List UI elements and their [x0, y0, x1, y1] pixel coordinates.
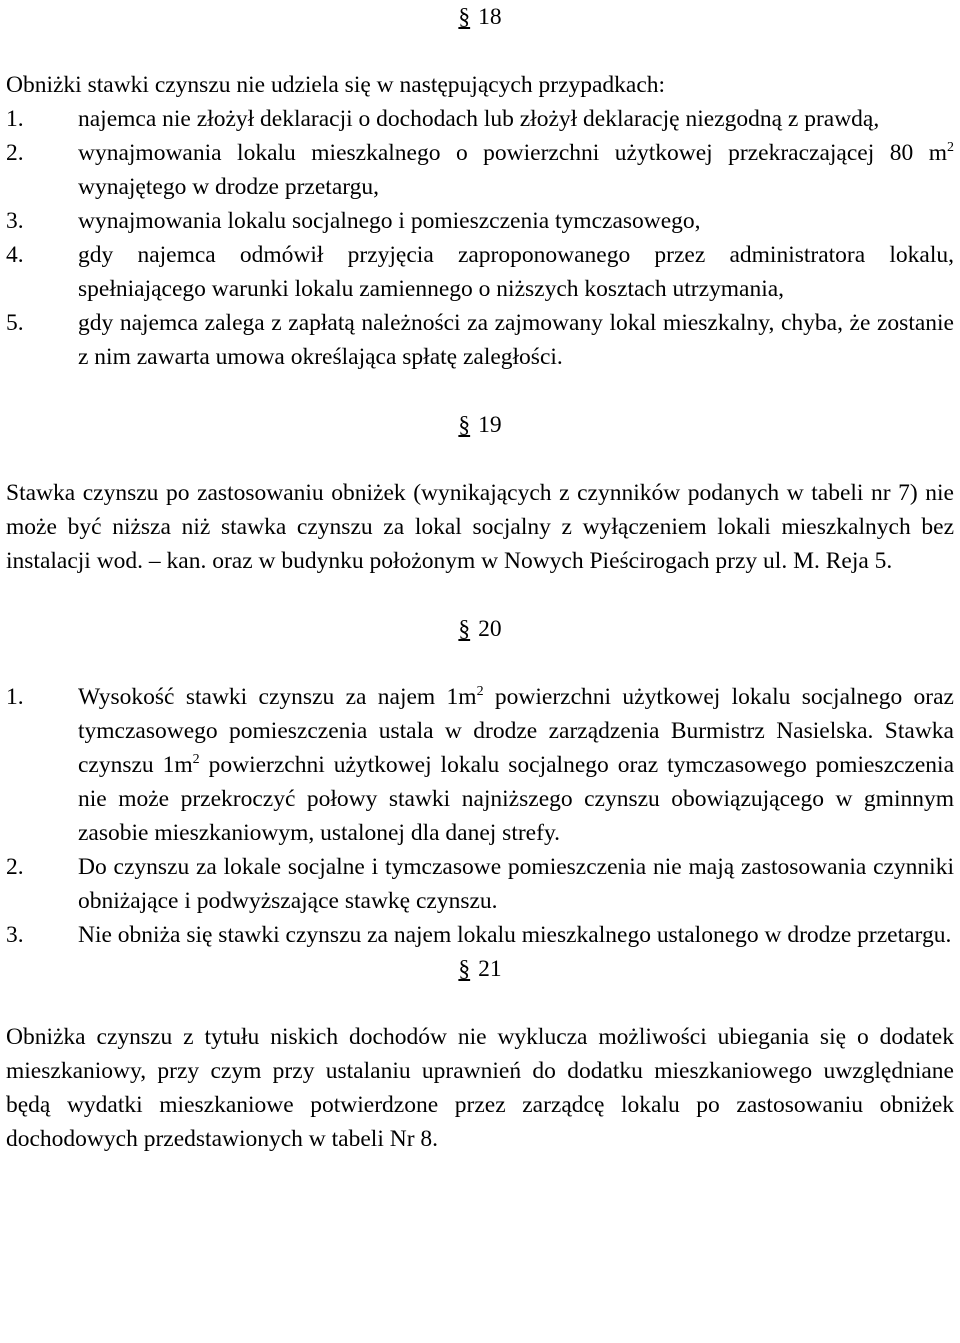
list-item: [6, 850, 954, 918]
list-item: [6, 680, 954, 850]
list-number: 4.: [6, 242, 24, 268]
section-number: 20: [478, 616, 502, 642]
superscript: 2: [192, 752, 200, 767]
section-18-list: [6, 102, 954, 374]
list-text: Nie obniża się stawki czynszu za najem lokalu mieszkalnego ustalonego w drodze przetargu.: [78, 922, 952, 948]
superscript: 2: [476, 684, 484, 699]
superscript: 2: [947, 140, 954, 155]
list-number: 2.: [6, 140, 24, 166]
list-number: 1.: [6, 684, 24, 710]
list-text: [78, 136, 954, 204]
list-text-part: powierzchni użytkowej lokalu socjalnego oraz tymczasowego pomieszczenia nie może przekroczyć połowy stawki najniższego czynszu obowiązującego w gminnym zasobie mieszkaniowym, ustalonej dla danej strefy.: [78, 752, 954, 846]
section-number: 18: [478, 4, 502, 30]
section-18-intro: Obniżki stawki czynszu nie udziela się w następujących przypadkach:: [6, 72, 666, 98]
section-symbol: §: [458, 956, 471, 982]
list-text-part: wynajmowania lokalu mieszkalnego o powierzchni użytkowej przekraczającej 80 m: [78, 140, 947, 166]
section-20-heading: [6, 612, 954, 646]
section-19-text: Stawka czynszu po zastosowaniu obniżek (wynikających z czynników podanych w tabeli nr 7) nie może być niższa niż stawka czynszu za lokal socjalny z wyłączeniem lokali mieszkalnych bez instalacji wod. – kan. oraz w budynku położonym w Nowych Pieścirogach przy ul. M. Reja 5.: [6, 480, 954, 574]
list-text: najemca nie złożył deklaracji o dochodach lub złożył deklarację niezgodną z prawdą,: [78, 106, 880, 132]
section-18-heading: [6, 0, 954, 34]
list-text: Do czynszu za lokale socjalne i tymczasowe pomieszczenia nie mają zastosowania czynniki obniżające i podwyższające stawkę czynszu.: [78, 854, 954, 914]
list-text-part: Wysokość stawki czynszu za najem 1m: [78, 684, 477, 710]
section-20-list: [6, 680, 954, 952]
list-number: 1.: [6, 106, 24, 132]
section-19-heading: [6, 408, 954, 442]
list-number: 3.: [6, 208, 24, 234]
list-item: [6, 918, 954, 952]
list-item: [6, 306, 954, 374]
list-item: [6, 204, 954, 238]
section-21-heading: [6, 952, 954, 986]
list-text: wynajmowania lokalu socjalnego i pomieszczenia tymczasowego,: [78, 208, 701, 234]
list-text-part: wynajętego w drodze przetargu,: [78, 174, 380, 200]
section-21-text: Obniżka czynszu z tytułu niskich dochodów nie wyklucza możliwości ubiegania się o dodatek mieszkaniowy, przy czym przy ustalaniu uprawnień do dodatku mieszkaniowego uwzględniane będą wydatki mieszkaniowe potwierdzone przez zarządcę lokalu po zastosowaniu obniżek dochodowych przedstawionych w tabeli Nr 8.: [6, 1024, 954, 1152]
list-item: [6, 136, 954, 204]
document-page: [6, 0, 954, 1156]
section-symbol: §: [458, 616, 471, 642]
list-item: [6, 238, 954, 306]
section-symbol: §: [458, 412, 471, 438]
section-symbol: §: [458, 4, 471, 30]
list-text: gdy najemca odmówił przyjęcia zaproponowanego przez administratora lokalu, spełniającego warunki lokalu zamiennego o niższych kosztach utrzymania,: [78, 242, 954, 302]
section-number: 19: [478, 412, 502, 438]
section-number: 21: [478, 956, 502, 982]
list-number: 2.: [6, 854, 24, 880]
list-text-part: powierzchni użytkowej lokalu socjalnego oraz tymczasowego pomieszczenia ustala w drodze zarządzenia Burmistrz Nasielska. Stawka czynszu 1m: [78, 684, 954, 778]
list-text: gdy najemca zalega z zapłatą należności za zajmowany lokal mieszkalny, chyba, że zostanie z nim zawarta umowa określająca spłatę zaległości.: [78, 310, 954, 370]
list-number: 5.: [6, 310, 24, 336]
list-item: [6, 102, 954, 136]
list-number: 3.: [6, 922, 24, 948]
list-text: [78, 680, 954, 850]
